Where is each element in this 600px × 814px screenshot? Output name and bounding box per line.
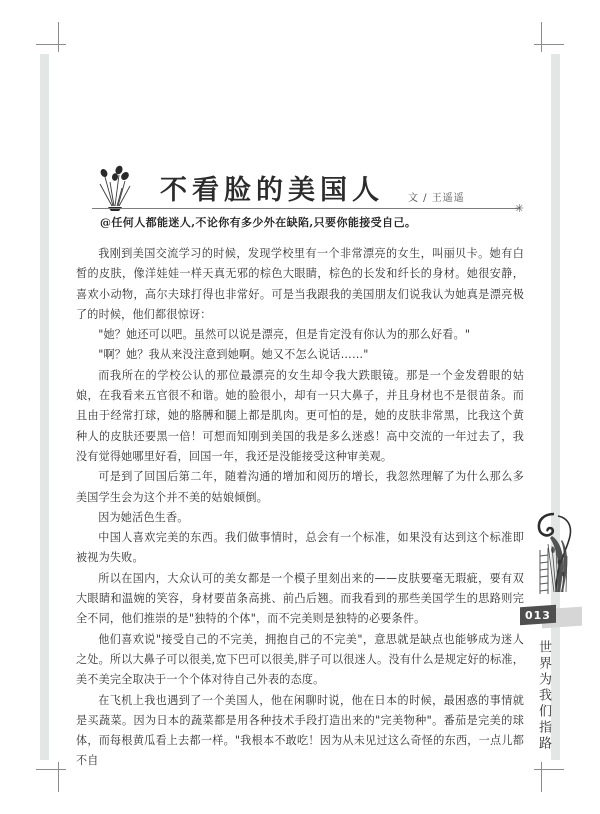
article-title: 不看脸的美国人 bbox=[160, 175, 384, 206]
page-number-badge bbox=[520, 605, 556, 626]
paragraph: 而我所在的学校公认的那位最漂亮的女生却令我大跌眼镜。那是一个金发碧眼的姑娘，在我看来五官很不和谐。她的脸很小，却有一只大鼻子，并且身材也不是很苗条。而且由于经常打球，她的胳膊和腿上都是肌肉。更可怕的是，她的皮肤非常黑，比我这个黄种人的皮肤还要黑一倍！可想而知刚到美国的我是多么迷惑！高中交流的一年过去了，我没有觉得她哪里好看，回国一年，我还是没能接受这种审美观。 bbox=[76, 368, 524, 463]
page-sidebar bbox=[524, 510, 582, 770]
article-subtitle: @任何人都能迷人,不论你有多少外在缺陷,只要你能接受自己。 bbox=[100, 216, 417, 229]
crop-mark-top-right bbox=[534, 22, 564, 52]
header-divider bbox=[92, 208, 518, 209]
paragraph: 中国人喜欢完美的东西。我们做事情时，总会有一个标准，如果没有达到这个标准即被视为失败。 bbox=[76, 531, 524, 565]
article-body bbox=[76, 244, 524, 772]
article-header bbox=[76, 160, 524, 238]
peacock-illustration-icon bbox=[528, 510, 580, 606]
plant-sprig-icon bbox=[92, 164, 150, 212]
page-number-badge-group bbox=[520, 606, 582, 630]
paragraph: "她？她还可以吧。虽然可以说是漂亮，但是肯定没有你认为的那么好看。" bbox=[98, 328, 471, 342]
paragraph: 他们喜欢说"接受自己的不完美，拥抱自己的不完美"，意思就是缺点也能够成为迷人之处。所以大鼻子可以很美,宽下巴可以很美,胖子可以很迷人。没有什么是规定好的标准，美不美完全取决于一个个体对待自己外表的态度。 bbox=[76, 632, 524, 687]
article-byline: 文 / 王遥遥 bbox=[408, 193, 465, 204]
article-content bbox=[76, 160, 524, 768]
paragraph: "啊？她？我从来没注意到她啊。她又不怎么说话……" bbox=[98, 348, 369, 362]
paragraph: 可是到了回国后第二年，随着沟通的增加和阅历的增长，我忽然理解了为什么那么多美国学生会为这个并不美的姑娘倾倒。 bbox=[76, 470, 524, 504]
paragraph: 因为她活色生香。 bbox=[98, 510, 189, 524]
paragraph: 所以在国内，大众认可的美女都是一个模子里刻出来的——皮肤要毫无瑕疵，要有双大眼睛和温婉的笑容，身材要苗条高挑、前凸后翘。而我看到的那些美国学生的思路则完全不同，他们推崇的是"独特的个体"，而不完美则是独特的必要条件。 bbox=[76, 571, 524, 626]
bleed-bar-left bbox=[40, 54, 49, 760]
star-ornament-icon: ✳ bbox=[514, 202, 524, 215]
paragraph: 在飞机上我也遇到了一个美国人，他在闲聊时说，他在日本的时候，最困惑的事情就是买蔬菜。因为日本的蔬菜都是用各种技术手段打造出来的"完美物种"。番茄是完美的球体，而每根黄瓜看上去都一样。"我根本不敢吃！因为从未见过这么奇怪的东西，一点儿都不自 bbox=[76, 693, 524, 768]
section-label: 世界为我们指路 bbox=[536, 640, 551, 752]
page-number-text: 013 bbox=[525, 608, 551, 622]
paragraph: 我刚到美国交流学习的时候，发现学校里有一个非常漂亮的女生，叫丽贝卡。她有白皙的皮肤，像洋娃娃一样天真无邪的棕色大眼睛，棕色的长发和纤长的身材。她很安静，喜欢小动物，高尔夫球打得也非常好。可是当我跟我的美国朋友们说我认为她真是漂亮极了的时候，他们都很惊讶： bbox=[76, 247, 524, 321]
crop-mark-top-left bbox=[36, 22, 66, 52]
crop-mark-bottom-left bbox=[36, 762, 66, 792]
